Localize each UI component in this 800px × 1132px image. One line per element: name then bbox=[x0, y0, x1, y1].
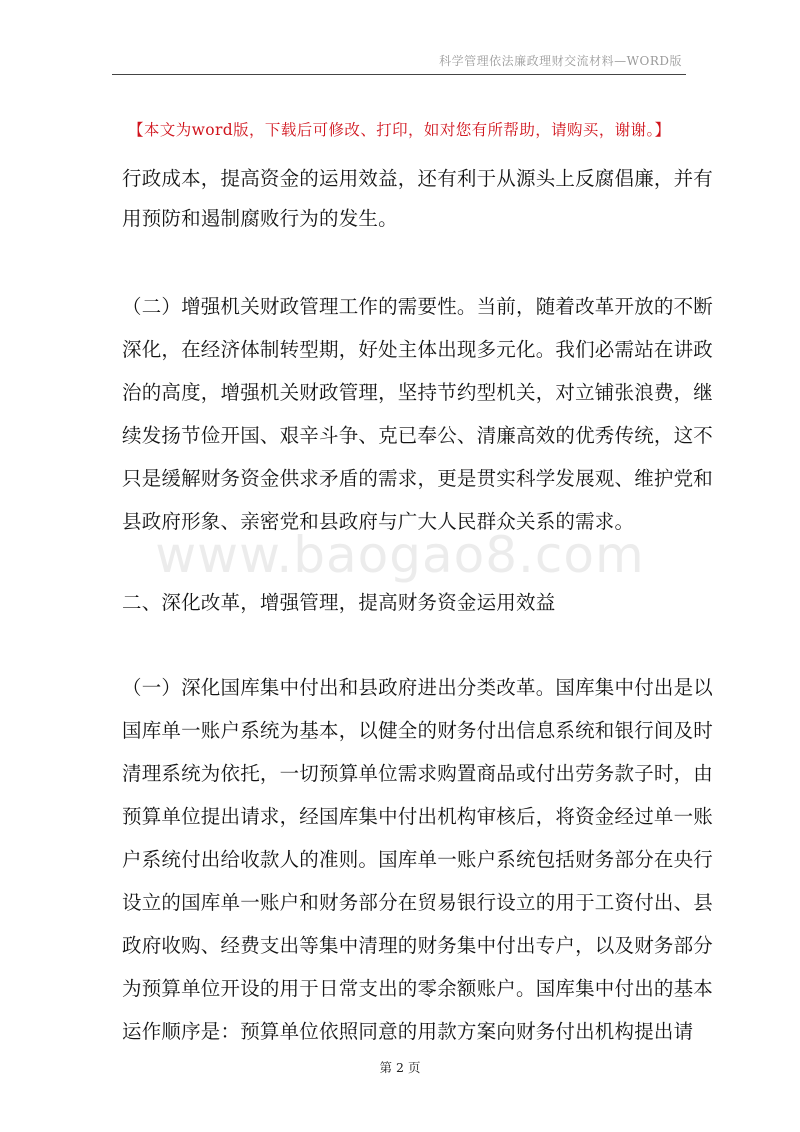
paragraph-line: （二）增强机关财政管理工作的需要性。当前，随着改革开放的不断 bbox=[122, 295, 714, 318]
watermark: www.baogao8.com bbox=[155, 526, 645, 584]
paragraph-line: 续发扬节俭开国、艰辛斗争、克已奉公、清廉高效的优秀传统，这不 bbox=[122, 424, 714, 447]
paragraph-line: （一）深化国库集中付出和县政府进出分类改革。国库集中付出是以 bbox=[122, 676, 714, 699]
paragraph-line: 政府收购、经费支出等集中清理的财务集中付出专户，以及财务部分 bbox=[122, 934, 714, 957]
paragraph-line: 为预算单位开设的用于日常支出的零余额账户。国库集中付出的基本 bbox=[122, 977, 714, 1000]
paragraph-line: 行政成本，提高资金的运用效益，还有利于从源头上反腐倡廉，并有 bbox=[122, 167, 714, 190]
paragraph-line: 清理系统为依托，一切预算单位需求购置商品或付出劳务款子时，由 bbox=[122, 762, 714, 785]
header-rule bbox=[112, 74, 686, 75]
paragraph-line: 国库单一账户系统为基本，以健全的财务付出信息系统和银行间及时 bbox=[122, 719, 714, 742]
download-notice: 【本文为word版，下载后可修改、打印，如对您有所帮助，请购买，谢谢。】 bbox=[128, 121, 671, 139]
paragraph-line: 深化，在经济体制转型期，好处主体出现多元化。我们必需站在讲政 bbox=[122, 338, 714, 361]
paragraph-line: 预算单位提出请求，经国库集中付出机构审核后，将资金经过单一账 bbox=[122, 805, 714, 828]
paragraph-line: 设立的国库单一账户和财务部分在贸易银行设立的用于工资付出、县 bbox=[122, 891, 714, 914]
paragraph-line: 用预防和遏制腐败行为的发生。 bbox=[122, 207, 398, 230]
paragraph-line: 只是缓解财务资金供求矛盾的需求，更是贯实科学发展观、维护党和 bbox=[122, 467, 714, 490]
paragraph-line: 治的高度，增强机关财政管理，坚持节约型机关，对立铺张浪费，继 bbox=[122, 381, 714, 404]
page-header-title: 科学管理依法廉政理财交流材料—WORD版 bbox=[439, 54, 682, 68]
section-heading: 二、深化改革，增强管理，提高财务资金运用效益 bbox=[122, 591, 556, 614]
paragraph-line: 运作顺序是：预算单位依照同意的用款方案向财务付出机构提出请 bbox=[122, 1020, 694, 1043]
paragraph-line: 户系统付出给收款人的准则。国库单一账户系统包括财务部分在央行 bbox=[122, 848, 714, 871]
page-number: 第 2 页 bbox=[379, 1060, 421, 1075]
paragraph-line: 县政府形象、亲密党和县政府与广大人民群众关系的需求。 bbox=[122, 510, 635, 533]
